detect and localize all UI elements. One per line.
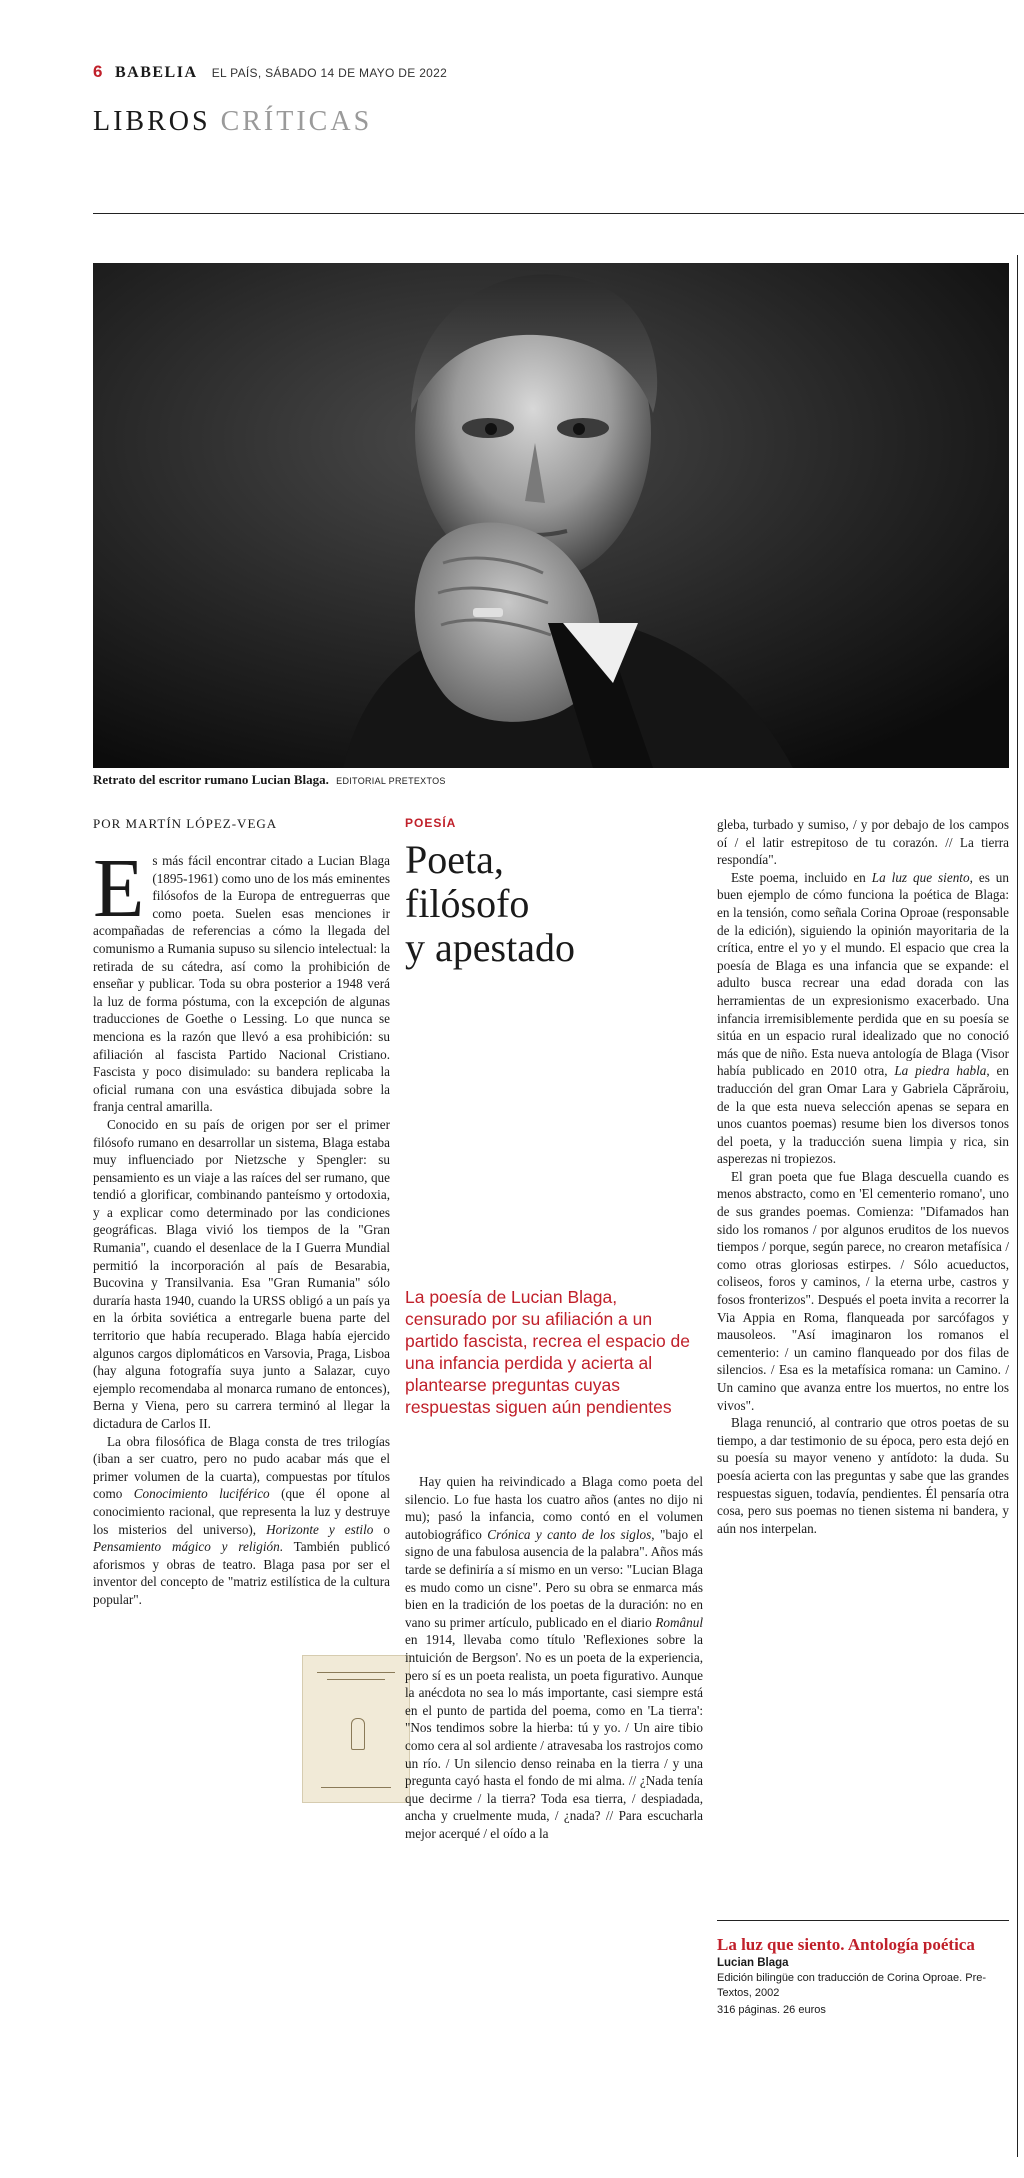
cover-figure: [351, 1718, 365, 1750]
paragraph-8: Blaga renunció, al contrario que otros poetas de su tiempo, a dar testimonio de su época, pero esta dejó en su poesía su mayor veneno y antídoto: la duda. Su poesía acierta con las preguntas y sabe que las grandes respuestas siguen, todavía, pendientes. Él pensaría otra cosa, pero sus poemas no tienen sistema ni bandera, y aún nos interpelan.: [717, 1415, 1009, 1536]
photo-caption: [93, 772, 446, 788]
p3-text-d: . También publicó aforismos y obras de teatro. Blaga pasa por ser el inventor del concepto de "matriz estilística de la cultura popular".: [93, 1539, 390, 1607]
p3-text-a: La obra filosófica de Blaga consta de tres trilogías (iban a ser cuatro, pero no pudo acabar más que el primer volumen de la cuarta), compuestas por títulos como: [93, 1433, 390, 1502]
paragraph-7: El gran poeta que fue Blaga descuella cuando es menos abstracto, como en 'El cementerio romano', uno de sus grandes poemas. Comienza: "Difamados han sido los romanos / por algunos eruditos de los nuevos tiempos / porque, según parece, no crearon metafísica / como otras gloriosas estirpes. / Sólo acueductos, coliseos, foros y caminos, / la eterna urbe, castros y fosos fronterizos". Después el poeta invita a recorrer la Via Appia en Roma, flanqueada por sarcófagos y mausoleos. "Así imaginaron los romanos el cementerio: / un camino flanqueado por dos filas de silencios. / Esa es la metafísica romana: un Camino. / Un camino que avanza entre los muertos, no entre los vivos".: [717, 1168, 1009, 1413]
newspaper-title-ref: Românul: [655, 1614, 703, 1630]
p6-text-a: Este poema, incluido en: [731, 869, 872, 885]
headline: Poeta, filósofo y apestado: [405, 837, 575, 970]
cover-rule: [327, 1679, 385, 1680]
dateline: EL PAÍS, SÁBADO 14 DE MAYO DE 2022: [211, 66, 448, 80]
column-1: [93, 816, 390, 1609]
body-text-col3: [717, 816, 1009, 1537]
paragraph-1: [93, 842, 390, 1116]
p4-text-b: , "bajo el signo de una fabulosa ausencia de la palabra". Años más tarde se definiría a sí mismo en un verso: "Lucian Blaga es mudo como un cisne". Pero su obra se enmarca más bien en la tradición de los poetas de la duración: no en vano su primer artículo, publicado en el diario: [405, 1526, 703, 1630]
portrait-illustration: [93, 263, 1009, 768]
section-header: [93, 106, 372, 138]
book-title-ref: Conocimiento luciférico: [133, 1486, 270, 1502]
paragraph-6: [717, 869, 1009, 1168]
body-text-col2: [405, 1473, 703, 1842]
caption-text: Retrato del escritor rumano Lucian Blaga.: [93, 772, 329, 787]
section-primary: LIBROS: [93, 106, 211, 137]
book-title-ref: La luz que siento: [871, 869, 970, 885]
p6-text-c: , en traducción del gran Omar Lara y Gabriela Căprăroiu, de la que esta nueva selección apenas se separa en unos cuantos poemas) resume bien los diversos tonos del poeta, y la traducción suena limpia y rica, sin asperezas ni tropiezos.: [717, 1063, 1009, 1167]
drop-cap: E: [93, 842, 145, 935]
p6-text-b: , es un buen ejemplo de cómo funciona la poética de Blaga: en la tensión, como señala Corina Oproae (responsable de la edición), siguiendo la opinión mayoritaria de la crítica, entre el yo y el mundo. El espacio que crea la poesía de Blaga es una infancia que se expande: el adulto busca recrear una edad dorada con las herramientas de un expresionismo exacerbado. Una infancia irremisiblemente perdida que en su poesía se sitúa en un espacio rural idealizado que no conoció más que de niño. Esta nueva antología de Blaga (Visor había publicado en 2010 otra,: [717, 869, 1009, 1079]
book-title-ref: Crónica y canto de los siglos: [487, 1526, 652, 1542]
paragraph-4: [405, 1473, 703, 1842]
book-title-ref: Pensamiento mágico y religión: [93, 1539, 280, 1555]
body-text-col1: [93, 842, 390, 1609]
deck-subheadline: La poesía de Lucian Blaga, censurado por su afiliación a un partido fascista, recrea el espacio de una infancia perdida y acierta al plantearse preguntas cuyas respuestas siguen aún pendientes: [405, 1287, 691, 1417]
book-info-box: [717, 1920, 1009, 2018]
book-title-ref: La piedra habla: [894, 1063, 987, 1079]
paragraph-3: [93, 1433, 390, 1609]
paragraph-2: Conocido en su país de origen por ser el primer filósofo rumano en desarrollar un sistema, Blaga estaba muy influenciado por Nietzsche y Spengler: su pensamiento es un viaje a las raíces del ser rumano, que tendió a glorificar, combinando panteísmo y ortodoxia, y a explicar como determinado por las condiciones geográficas. Blaga vivió los tiempos de la "Gran Rumania", cuando el desenlace de la I Guerra Mundial permitió la incorporación al país de Besarabia, Bucovina y Transilvania. Esa "Gran Rumania" sólo duraría hasta 1940, cuando la URSS obligó a un país ya en la órbita soviética a entregarle buena parte del territorio que había recuperado. Blaga había ejercido algunos cargos diplomáticos en Varsovia, Praga, Lisboa (hay alguna fotografía suya junto a Salazar, cuyo ejemplo recomendaba al monarca rumano de entonces), Berna y Viena, pero su carrera terminó al llegar la dictadura de Carlos II.: [93, 1116, 390, 1431]
column-2-head: [405, 816, 703, 970]
book-price-info: 316 páginas. 26 euros: [717, 2004, 826, 2016]
cover-rule: [317, 1672, 395, 1673]
page-number: 6: [93, 62, 103, 81]
byline: POR MARTÍN LÓPEZ-VEGA: [93, 816, 278, 831]
book-edition-info: Edición bilingüe con traducción de Corina Oproae. Pre-Textos, 2002: [717, 1972, 987, 1999]
supplement-brand: BABELIA: [114, 64, 198, 81]
top-rule: [93, 213, 1024, 214]
author-portrait-photo: [93, 263, 1009, 768]
column-3: [717, 816, 1009, 1537]
book-title: La luz que siento. Antología poética: [717, 1935, 975, 1954]
photo-credit: EDITORIAL PRETEXTOS: [336, 776, 446, 786]
book-title-ref: Horizonte y estilo: [266, 1521, 374, 1537]
paragraph-1-text: s más fácil encontrar citado a Lucian Blaga (1895-1961) como uno de los más eminentes filósofos de la Europa de entreguerras que como poeta. Suelen esas menciones ir acompañadas de referencias a cómo la llegada del comunismo a Rumania supuso su silencio intelectual: la retirada de su cátedra, así como la prohibición de enseñar y publicar. Toda su obra posterior a 1948 verá la luz de forma póstuma, con la excepción de algunas traducciones de Goethe o Lessing. Lo que nunca se menciona es la razón que llevó a esa prohibición: su afiliación al fascista Partido Nacional Cristiano. Fascista y poco disimulado: su bandera replicaba la oficial rumana con una esvástica dibujada sobre la franja central amarilla.: [93, 853, 390, 1115]
section-secondary: CRÍTICAS: [220, 106, 373, 137]
p4-text-a: Hay quien ha reivindicado a Blaga como poeta del silencio. Lo fue hasta los cuatro años (antes no dijo ni mu); pasó la infancia, como contó en el volumen autobiográfico: [405, 1474, 703, 1542]
cover-rule: [321, 1787, 391, 1788]
p3-text-c: o: [373, 1521, 390, 1537]
right-column-rule: [1017, 255, 1018, 2157]
paragraph-5: gleba, turbado y sumiso, / y por debajo de los campos oí / el latir estrepitoso de tu corazón. // La tierra respondía".: [717, 817, 1009, 868]
p3-text-b: (que él opone al conocimiento racional, que representa la luz y destruye los misterios del universo),: [93, 1486, 390, 1537]
book-cover-thumbnail: [302, 1655, 410, 1803]
book-author: Lucian Blaga: [717, 1957, 789, 1969]
p4-text-c: en 1914, llevaba como título 'Reflexiones sobre la intuición de Bergson'. No es un poeta de la experiencia, pero sí es un poeta realista, un poeta figurativo. Aunque la anécdota no sea lo más importante, casi siempre está en el punto de partida del poema, como en 'La tierra': "Nos tendimos sobre la hierba: tú y yo. / Un aire tibio como cera al sol ardiente / atravesaba los rastrojos como un río. / Un silencio denso reinaba en la tierra / y una pregunta cayó hasta el fondo de mi alma. // ¿Nada tenía que decirme / la tierra? Toda esa tierra, / despiadada, ancha y cruelmente muda, / ¿nada? // Para escucharla mejor acerqué / el oído a la: [405, 1632, 703, 1841]
genre-label: POESÍA: [405, 816, 457, 830]
running-head: [93, 62, 447, 82]
